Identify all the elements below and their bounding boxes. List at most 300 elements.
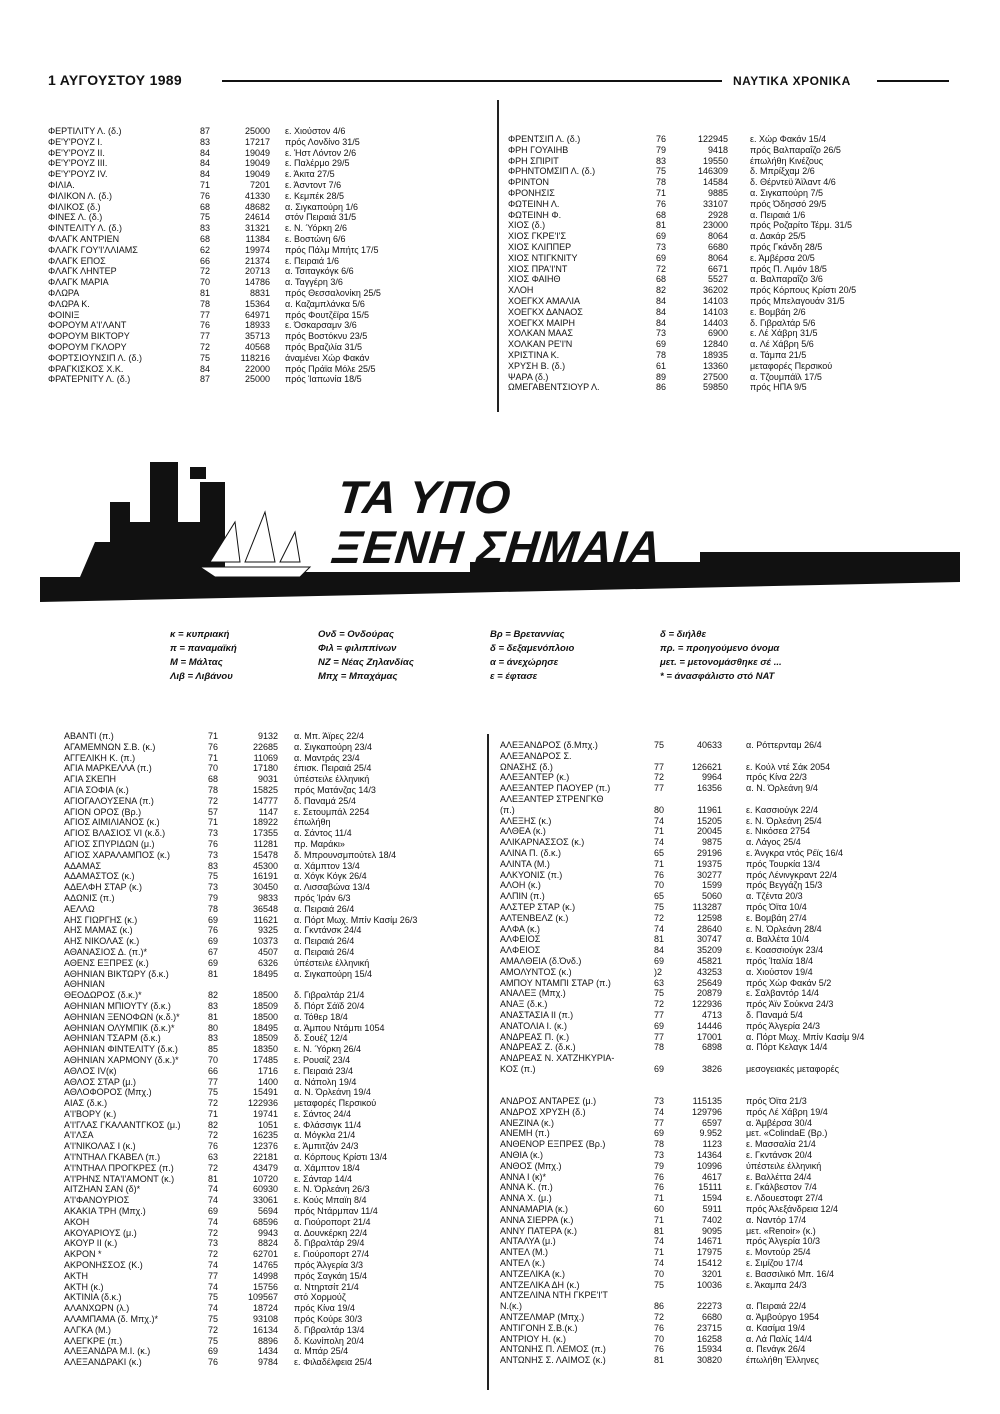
ship-row	[500, 1290, 946, 1301]
ship-row	[500, 902, 946, 913]
legend-item: Μ = Μάλτας	[170, 657, 223, 668]
movement-note: ε. Ήστ Λόντον 2/6	[285, 147, 357, 158]
movement-note: δ. Θέρντεϋ Άϊλαντ 4/6	[750, 177, 836, 188]
tonnage: 18509	[252, 1000, 278, 1011]
ship-row	[48, 191, 435, 202]
ship-table-top-right	[508, 134, 946, 393]
movement-note: δ. Κωνίπολη 20/4	[294, 1335, 364, 1346]
ship-name: ΑΛΟΗ (κ.)	[500, 880, 541, 891]
build-year: 74	[654, 815, 665, 826]
build-year	[204, 979, 238, 990]
build-year: 76	[654, 1322, 665, 1333]
ship-row	[48, 299, 435, 310]
ship-row	[500, 1226, 946, 1237]
tonnage: 13360	[702, 360, 728, 371]
build-year: 76	[654, 1171, 665, 1182]
ship-row	[508, 318, 946, 329]
movement-note: α. Γιούρoπορτ 21/4	[294, 1216, 371, 1227]
tonnage	[680, 1290, 722, 1301]
movement-note: μεταφορές Περσικού	[750, 360, 833, 371]
movement-note: ε. Ν. Όρλεάνη 26/3	[294, 1184, 370, 1195]
movement-note: πρός Άλγερία 3/3	[294, 1260, 364, 1271]
build-year: 69	[208, 936, 219, 947]
movement-note: α. Πειραιά 1/6	[750, 209, 806, 220]
movement-note: πρός Λονδίνο 31/5	[285, 136, 360, 147]
movement-note: ε. Ρουαίζ 23/4	[294, 1054, 351, 1065]
movement-note: πρός Φουτζέϊρα 15/5	[285, 309, 370, 320]
ship-row	[48, 364, 435, 375]
tonnage	[238, 979, 278, 990]
tonnage: 22181	[252, 1152, 278, 1163]
ship-row	[64, 1357, 454, 1368]
ship-name: ΑΓΓΕΛΙΚΗ Κ. (π.)	[64, 752, 136, 763]
legend-item: πρ. = προηγούμενο όνομα	[660, 643, 780, 654]
build-year: 72	[654, 1311, 665, 1322]
ship-name: ΑΘΗΝΙΑΝ	[64, 979, 105, 990]
ship-name: ΑΛΕΞΗΣ (κ.)	[500, 815, 552, 826]
build-year: 76	[208, 1357, 219, 1368]
tonnage: 31321	[244, 223, 270, 234]
ship-name: ΑΓΙΑ ΣΟΦΙΑ (κ.)	[64, 784, 129, 795]
build-year: 73	[208, 828, 219, 839]
build-year: 73	[654, 1096, 665, 1106]
build-year: 77	[654, 783, 665, 794]
ship-name: ΑΓΙΟΣ ΧΑΡΑΛΑΜΠΟΣ (κ.)	[64, 849, 170, 860]
ship-name: ΦΕ'Υ'ΡΟΥΖ ΙΙΙ.	[48, 158, 108, 169]
ship-name: ΦΟΡΟΥΜ Α'Ι'ΛΑΝΤ	[48, 320, 127, 331]
ship-row	[508, 242, 946, 253]
ship-row	[64, 969, 454, 980]
tonnage: 18509	[252, 1033, 278, 1044]
ship-name: ΑΘΑΝΑΣΙΟΣ Δ. (π.)*	[64, 946, 148, 957]
build-year: 72	[200, 266, 211, 277]
movement-note: α. Πόρτ Κελαγκ 14/4	[746, 1042, 828, 1053]
build-year: 84	[200, 363, 211, 374]
movement-note: α. Ντηρτσίτ 21/4	[294, 1281, 359, 1292]
tonnage: 18935	[702, 349, 728, 360]
movement-note: ε. Μοντούρ 25/4	[746, 1247, 811, 1258]
movement-note: δ. Μπρίξχαμ 2/6	[750, 166, 815, 177]
ship-row	[500, 999, 946, 1010]
ship-row	[64, 882, 454, 893]
build-year: 75	[654, 1279, 665, 1290]
tonnage: 14403	[702, 317, 728, 328]
movement-note: α. Λισσαβώνα 13/4	[294, 882, 370, 893]
tonnage: 15825	[252, 784, 278, 795]
legend-item: ε = έφτασε	[490, 671, 538, 682]
build-year: 76	[208, 1141, 219, 1152]
build-year: 77	[654, 1117, 665, 1128]
movement-note: πρός Όδησσό 29/5	[750, 198, 827, 209]
build-year: 73	[656, 328, 667, 339]
movement-note: πρός Ίαπωνία 18/5	[285, 374, 362, 385]
movement-note: ε. Σετουμπάλ 2254	[294, 806, 370, 817]
ship-row	[64, 1217, 454, 1228]
ship-row	[500, 751, 946, 762]
tonnage: 1599	[701, 880, 722, 891]
tonnage: 8064	[707, 231, 728, 242]
ship-row	[500, 1258, 946, 1269]
movement-note: πρός Πάλμ Μπήτς 17/5	[285, 244, 379, 255]
ship-name: ΑΝΤΕΛ (κ.)	[500, 1257, 546, 1268]
movement-note: ε. Σάνταρ 14/4	[294, 1173, 353, 1184]
movement-note: πρός Άλεξάνδρεια 12/4	[746, 1203, 839, 1214]
build-year: 81	[208, 1011, 219, 1022]
ship-name: ΑΝΘΙΑ (κ.)	[500, 1149, 544, 1160]
tonnage: 40568	[244, 341, 270, 352]
movement-note: α. Τάμπα 21/5	[750, 349, 807, 360]
movement-note: ε. Άκαμπα 24/3	[746, 1279, 807, 1290]
ship-row	[48, 266, 435, 277]
ship-name: Α'Ι'ΡΗΝΣ ΝΤΑ'Ι'ΑΜΟΝΤ (κ.)	[64, 1173, 175, 1184]
build-year: 78	[654, 1139, 665, 1150]
tonnage: 40633	[696, 740, 722, 750]
legend-item: Ονδ = Ονδούρας	[318, 629, 394, 640]
ship-name: ΑΙΤΖΗΑΝ ΣΑΝ (δ)*	[64, 1184, 141, 1195]
movement-note: α. Άμβέρσα 30/4	[746, 1117, 812, 1128]
build-year: 82	[656, 285, 667, 296]
build-year: 57	[208, 806, 219, 817]
tonnage: 18922	[252, 817, 278, 828]
ship-row	[64, 861, 454, 872]
movement-note: ε. Γκντάνσκ 20/4	[746, 1149, 813, 1160]
movement-note: ε. Όσκαρσαμν 3/6	[285, 320, 357, 331]
ship-row	[500, 826, 946, 837]
build-year: 75	[654, 901, 665, 912]
movement-note: ύπέστειλε έλληνική	[746, 1160, 822, 1171]
build-year: 74	[208, 1281, 219, 1292]
tonnage: 18495	[252, 968, 278, 979]
ship-row	[508, 134, 946, 145]
ship-name: ΦΟΡΟΥΜ ΒΙΚΤΟΡΥ	[48, 331, 130, 342]
build-year	[650, 794, 680, 805]
tonnage: 19550	[702, 155, 728, 166]
tonnage: 11069	[253, 752, 278, 763]
ship-row	[64, 1238, 454, 1249]
movement-note: ε. Σαλβαντόρ 14/4	[746, 988, 819, 999]
ship-row	[500, 772, 946, 783]
tonnage: 8831	[249, 287, 270, 298]
ship-row	[64, 936, 454, 947]
movement-note: ύπέστειλε έλληνική	[294, 957, 370, 968]
movement-note: πρός Λέ Χάβρη 19/4	[746, 1106, 828, 1117]
ship-name: ΑΛΙΝΑ Π. (δ.κ.)	[500, 847, 562, 858]
movement-note: α. Ν. Όρλεάνη 9/4	[746, 783, 818, 794]
ship-row	[500, 762, 946, 773]
ship-name: ΑΚΤΗ	[64, 1270, 89, 1281]
ship-name: ΑΛΑΝΧΩΡΝ (λ.)	[64, 1303, 130, 1314]
build-year: 72	[208, 1098, 219, 1109]
ship-row	[48, 277, 435, 288]
tonnage: 5911	[702, 1203, 722, 1214]
movement-note: α. Λάγος 25/4	[746, 837, 801, 848]
tonnage: 30820	[696, 1355, 722, 1366]
build-year: 83	[200, 223, 211, 234]
build-year: 78	[656, 349, 667, 360]
ship-row	[508, 231, 946, 242]
build-year: 74	[654, 837, 665, 848]
build-year: 75	[656, 166, 667, 177]
ship-name: ΑΛΕΞΑΝΤΕΡ (κ.)	[500, 772, 570, 783]
movement-note: α. Κόρπους Κρίστι 13/4	[294, 1152, 388, 1163]
ship-name: ΑΚΟΗ	[64, 1216, 90, 1227]
ship-name: ΩΝΑΣΗΣ (δ.)	[500, 761, 553, 772]
tonnage: 7402	[701, 1214, 722, 1225]
build-year: 75	[654, 988, 665, 999]
ship-name: ΑΝΔΡΟΣ ΑΝΤΑΡΕΣ (μ.)	[500, 1096, 597, 1106]
build-year: 73	[654, 1149, 665, 1160]
build-year: 70	[208, 1054, 219, 1065]
ship-row	[48, 223, 435, 234]
tonnage: 1594	[701, 1193, 722, 1204]
movement-note: πρός Ίταλία 18/4	[746, 955, 813, 966]
movement-note: α. Λέ Χάβρη 5/6	[750, 339, 814, 350]
tonnage: 10996	[696, 1160, 722, 1171]
tonnage: 23715	[696, 1322, 722, 1333]
ship-row	[64, 763, 454, 774]
build-year: 75	[208, 871, 219, 882]
ship-name: Α'Ι'ΝΤΗΑΛ ΠΡΟΓΚΡΕΣ (π.)	[64, 1162, 174, 1173]
legend-item: π = παναμαϊκή	[170, 643, 237, 654]
tonnage: 2928	[707, 209, 728, 220]
movement-note: πρ. Μαράκι»	[294, 838, 345, 849]
movement-note: α. Τζέντα 20/3	[746, 891, 803, 902]
ship-row	[500, 934, 946, 945]
ship-name: ΧΙΟΣ ΓΚΡΕ'Ι'Σ	[508, 231, 567, 242]
build-year: 68	[208, 774, 219, 785]
ship-name: ΑΚΡΟΝΗΣΣΟΣ (Κ.)	[64, 1260, 143, 1271]
ship-name: ΑΕΛΛΩ	[64, 903, 95, 914]
movement-note: ε. Ν. Όρλεάνη 25/4	[746, 815, 822, 826]
tonnage: 4617	[701, 1171, 722, 1182]
build-year: 72	[654, 999, 665, 1010]
tonnage: 7201	[249, 179, 270, 190]
ship-row	[500, 1118, 946, 1129]
legend-column-1	[170, 628, 237, 684]
ship-row	[64, 796, 454, 807]
ship-name: ΧΟΕΓΚΧ ΔΑΝΑΟΣ	[508, 306, 583, 317]
tonnage: 11961	[697, 804, 722, 815]
tonnage: 59850	[702, 382, 728, 393]
movement-note: πρός Θεσσαλονίκη 25/5	[285, 287, 381, 298]
tonnage: 36548	[252, 903, 278, 914]
ship-name: ΦΩΤΕΙΝΗ Φ.	[508, 209, 562, 220]
movement-note: ε. Κούλ ντέ Σάκ 2054	[746, 761, 831, 772]
movement-note: α. Άμπου Ντάμπι 1054	[294, 1022, 385, 1033]
movement-note: α. Τζουμπάϊλ 17/5	[750, 371, 822, 382]
ship-name: ΑΝΑΣΤΑΣΙΑ ΙΙ (π.)	[500, 1009, 574, 1020]
ship-name: ΑΓΙΟΣ ΣΠΥΡΙΔΩΝ (μ.)	[64, 838, 155, 849]
tonnage: 9833	[257, 892, 278, 903]
build-year: 77	[200, 331, 211, 342]
movement-note: ε. Άμπιτζάν 24/3	[294, 1141, 359, 1152]
build-year: 72	[654, 912, 665, 923]
ship-row	[64, 1249, 454, 1260]
tonnage: 30450	[252, 882, 278, 893]
tonnage: 22273	[696, 1301, 722, 1312]
movement-note	[722, 794, 946, 805]
ship-name: ΑΘΗΝΙΑΝ ΦΙΝΤΕΛΙΤΥ (δ.κ.)	[64, 1044, 178, 1055]
build-year: 67	[208, 946, 219, 957]
tonnage: 19049	[244, 169, 270, 180]
ship-name: ΦΡΗΝΤΟΜΣΙΠ Λ. (δ.)	[508, 166, 596, 177]
ship-name: ΧΙΟΣ ΦΑΙΗΘ	[508, 274, 561, 285]
tonnage: 9885	[707, 187, 728, 198]
ship-row	[48, 202, 435, 213]
build-year: 69	[654, 955, 665, 966]
tonnage: 8824	[257, 1238, 278, 1249]
tonnage: 19049	[244, 147, 270, 158]
ship-row	[48, 342, 435, 353]
ship-name: ΦΡΑΓΚΙΣΚΟΣ Χ.Κ.	[48, 363, 124, 374]
build-year: 81	[200, 287, 211, 298]
movement-note: πρός Κούρε 30/3	[294, 1314, 363, 1325]
ship-name: ΦΛΑΓΚ ΑΝΤΡΙΕΝ	[48, 233, 120, 244]
build-year: 75	[208, 1292, 219, 1303]
movement-note: πρός Άϊν Σούκνα 24/3	[746, 999, 834, 1010]
movement-note: α. Ναντόρ 17/4	[746, 1214, 807, 1225]
tonnage: 28640	[696, 923, 722, 934]
ship-name: ΑΝΤΑΛΥΑ (μ.)	[500, 1236, 556, 1247]
ship-row	[500, 816, 946, 827]
ship-name: ΑΝΝΥ ΠΑΤΕΡΑ (κ.)	[500, 1225, 578, 1236]
ship-row	[500, 1172, 946, 1183]
movement-note: μεταφορές Περσικού	[294, 1098, 377, 1109]
build-year: 73	[208, 849, 219, 860]
ship-row	[500, 848, 946, 859]
build-year: 89	[656, 371, 667, 382]
build-year: 71	[654, 1214, 665, 1225]
tonnage: 11281	[253, 838, 278, 849]
ship-row	[64, 1033, 454, 1044]
ship-row	[64, 990, 454, 1001]
movement-note: δ. Παναμά 25/4	[294, 795, 356, 806]
ship-name: ΑΘΛΟΦΟΡΟΣ (Μπχ.)	[64, 1087, 152, 1098]
movement-note: ε. Άκιτα 27/5	[285, 169, 335, 180]
tonnage: 118216	[240, 352, 270, 363]
ship-row	[64, 915, 454, 926]
build-year	[650, 1290, 680, 1301]
build-year: 83	[208, 860, 219, 871]
tonnage: 1716	[257, 1065, 278, 1076]
movement-note: ε. Νικόσεα 2754	[746, 826, 811, 837]
ship-row	[500, 988, 946, 999]
ship-name: ΦΟΡΤΣΙΟΥΝΣΙΠ Λ. (δ.)	[48, 352, 143, 363]
column-divider-bottom	[487, 734, 489, 1390]
tonnage: 45821	[696, 955, 722, 966]
movement-note: πρός Σαγκάη 15/4	[294, 1270, 368, 1281]
build-year: 71	[654, 1193, 665, 1204]
tonnage: 43479	[252, 1162, 278, 1173]
build-year: 82	[208, 990, 219, 1001]
movement-note: α. Άμβούργο 1954	[746, 1311, 820, 1322]
tonnage: 6900	[707, 328, 728, 339]
ship-table-bottom-left	[64, 731, 454, 1368]
tonnage: 113287	[692, 901, 722, 912]
build-year: 69	[208, 957, 219, 968]
ship-row	[64, 1055, 454, 1066]
legend-item: ΝΖ = Νέας Ζηλανδίας	[318, 657, 414, 668]
build-year: 75	[200, 352, 211, 363]
tonnage: 3826	[701, 1063, 722, 1074]
ship-name: ΑΛΙΝΤΑ (Μ.)	[500, 858, 550, 869]
legend-item: Μπχ = Μπαχάμας	[318, 671, 398, 682]
movement-note: ε. Σάντος 24/4	[294, 1108, 352, 1119]
movement-note: στόν Πειραιά 31/5	[285, 212, 357, 223]
tonnage: 23000	[702, 220, 728, 231]
build-year: )2	[654, 966, 663, 977]
build-year: 76	[208, 925, 219, 936]
ship-row	[500, 945, 946, 956]
ship-row	[64, 1120, 454, 1131]
build-year: 66	[208, 1065, 219, 1076]
movement-note: δ. Γιβραλτάρ 29/4	[294, 1238, 365, 1249]
movement-note: δ. Γιβραλτάρ 13/4	[294, 1324, 365, 1335]
movement-note: ε. Βομβάη 27/4	[746, 912, 807, 923]
ship-row	[48, 353, 435, 364]
tonnage: 16191	[252, 871, 278, 882]
build-year: 71	[208, 752, 219, 763]
build-year: 76	[200, 320, 211, 331]
ship-row	[64, 850, 454, 861]
tonnage: 16258	[696, 1333, 722, 1344]
ship-name: ΑΛΕΞΑΝΤΕΡ ΠΑΟΥΕΡ (π.)	[500, 783, 611, 794]
movement-note: ε. Ν. Όρλεάνη 28/4	[746, 923, 822, 934]
ship-name: ΑΛΦΕΙΟΣ	[500, 934, 541, 945]
movement-note: α. Βαλλέτα 10/4	[746, 934, 810, 945]
tonnage: 122936	[691, 999, 722, 1010]
ship-name: Α'Ι'ΝΙΚΟΛΑΣ Ι (κ.)	[64, 1141, 136, 1152]
ship-name: ΦΡΟΝΗΣΙΣ	[508, 187, 555, 198]
movement-note	[722, 1290, 946, 1301]
build-year: 72	[208, 1227, 219, 1238]
ship-name: ΑΝΤΩΝΗΣ Σ. ΛΑΙΜΟΣ (κ.)	[500, 1355, 606, 1366]
ship-name: ΑΝΔΡΕΑΣ Π. (κ.)	[500, 1031, 570, 1042]
tonnage: 122936	[247, 1098, 278, 1109]
ship-row	[500, 880, 946, 891]
ship-row	[500, 1053, 946, 1064]
build-year: 65	[654, 891, 665, 902]
build-year: 79	[208, 892, 219, 903]
ship-row	[64, 1077, 454, 1088]
build-year: 79	[656, 144, 667, 155]
ship-row	[500, 891, 946, 902]
build-year: 69	[208, 1346, 219, 1357]
build-year: 71	[654, 1247, 665, 1258]
ship-row	[508, 253, 946, 264]
ship-row	[508, 220, 946, 231]
tonnage: 19974	[244, 244, 270, 255]
movement-note: δ. Παναμά 5/4	[746, 1009, 803, 1020]
movement-note: πρός ΗΠΑ 9/5	[750, 382, 807, 393]
movement-note: α. Λά Παλίς 14/4	[746, 1333, 812, 1344]
tonnage: 9.952	[699, 1128, 722, 1139]
movement-note	[278, 979, 454, 990]
movement-note: α. Πειραιά 26/4	[294, 903, 355, 914]
tonnage: 35713	[244, 331, 270, 342]
tonnage: 60930	[252, 1184, 278, 1195]
tonnage: 30747	[696, 934, 722, 945]
build-year: 75	[208, 1314, 219, 1325]
legend-item: μετ. = μετονομάσθηκε σέ ...	[660, 657, 782, 668]
ship-row	[508, 199, 946, 210]
ship-name: ΦΡΗ ΣΠΙΡΙΤ	[508, 155, 559, 166]
build-year: 80	[654, 804, 665, 815]
ship-row	[500, 1096, 946, 1107]
movement-note: πρός Βραζιλία 31/5	[285, 341, 363, 352]
movement-note: α. Τόθερ 18/4	[294, 1011, 348, 1022]
tonnage: 10036	[696, 1279, 722, 1290]
